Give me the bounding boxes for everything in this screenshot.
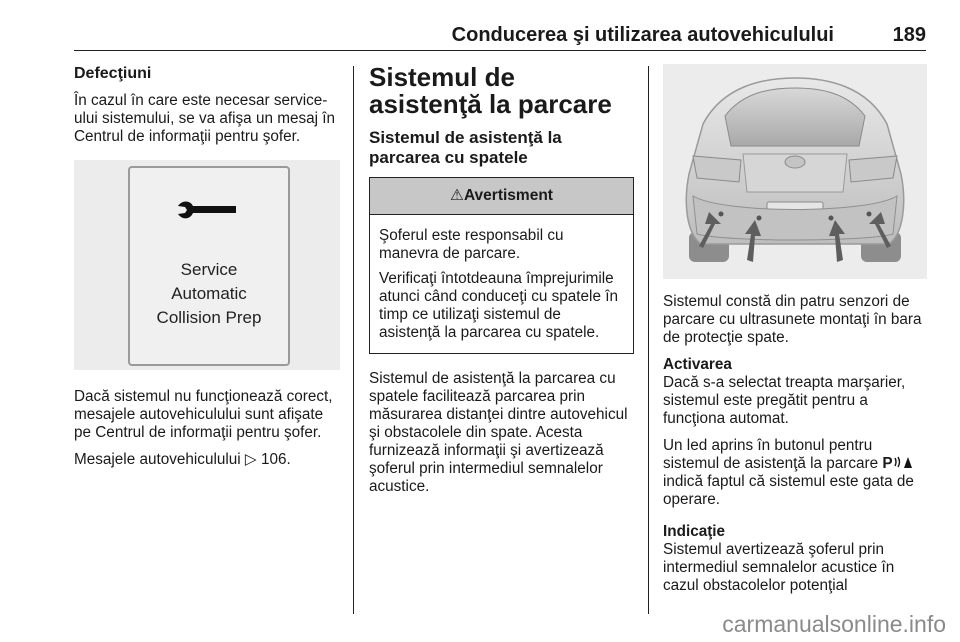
- column-divider-2: [648, 66, 649, 614]
- wrench-icon: [176, 196, 240, 230]
- warning-title: Avertisment: [463, 187, 553, 204]
- message-line-3: Collision Prep: [156, 308, 262, 327]
- section-heading-parking-assist: Sistemul de asistenţă la parcare: [369, 62, 612, 119]
- page-reference-arrow-icon: ▷: [244, 451, 257, 468]
- warning-body: [370, 215, 633, 353]
- malfunction-paragraph: Dacă sistemul nu funcţionează corect, mesajele autovehiculului sunt afişate pe Centrul de informaţii pentru şofer.: [74, 388, 333, 441]
- warning-paragraph-2: Verificaţi întotdeauna împrejurimile atunci când conduceţi cu spatele în timp ce utilizaţi sistemul de asistenţă la parcarea cu spatele.: [379, 270, 618, 341]
- reference-text: Mesajele autovehiculului: [74, 451, 241, 468]
- activation-paragraph: Dacă s-a selectat treapta marşarier, sistemul este pregătit pentru a funcţiona automat.: [663, 374, 906, 427]
- led-paragraph: [663, 437, 927, 509]
- section-heading-defects: Defecţiuni: [74, 65, 152, 82]
- column-3: [663, 64, 927, 604]
- page-number: 189: [892, 24, 926, 46]
- led-text-after: indică faptul că sistemul este gata de operare.: [663, 473, 914, 508]
- column-1: [74, 64, 340, 478]
- parking-assist-description: Sistemul de asistenţă la parcarea cu spatele facilitează parcarea prin măsurarea distanţei dintre autovehicul şi obstacolele din spate. Acesta furnizează informaţii şi avertizează şoferul prin intermediul semnalelor acustice.: [369, 370, 628, 495]
- column-2: [369, 64, 634, 505]
- activation-heading: Activarea: [663, 356, 732, 373]
- vehicle-messages-reference: [74, 451, 340, 469]
- indication-paragraph: Sistemul avertizează şoferul prin intermediul semnalelor acustice în cazul obstacolelor potenţial: [663, 541, 895, 594]
- sensor-description: Sistemul constă din patru senzori de parcare cu ultrasunete montaţi în bara de protecţie spate.: [663, 293, 922, 346]
- parking-assist-button-icon: [882, 455, 912, 472]
- subsection-heading-rear-parking: Sistemul de asistenţă la parcarea cu spatele: [369, 128, 562, 167]
- page-reference-link[interactable]: 106.: [260, 451, 291, 468]
- defects-paragraph: În cazul în care este necesar service-ului sistemului, se va afişa un mesaj în Centrul de informaţii pentru şofer.: [74, 92, 336, 145]
- parking-assist-letter: P: [882, 455, 893, 472]
- message-line-2: Automatic: [171, 284, 247, 303]
- service-message-figure: [74, 160, 340, 370]
- message-line-1: Service: [180, 260, 238, 279]
- car-sensor-glyph: [893, 455, 913, 469]
- column-divider-1: [353, 66, 354, 614]
- warning-box: [369, 177, 634, 354]
- watermark: carmanualsonline.info: [722, 611, 946, 637]
- page-header: [74, 20, 926, 51]
- led-text-before: Un led aprins în butonul pentru sistemul de asistenţă la parcare: [663, 437, 879, 472]
- car-rear-illustration: [663, 64, 927, 279]
- warning-paragraph-1: Şoferul este responsabil cu manevra de parcare.: [379, 227, 564, 262]
- car-rear-sensors-figure: [663, 64, 927, 279]
- header-title: Conducerea şi utilizarea autovehiculului: [451, 24, 834, 46]
- indication-heading: Indicaţie: [663, 523, 726, 540]
- warning-header: [370, 178, 633, 215]
- service-message-text: [130, 258, 288, 330]
- warning-triangle-icon: ⚠: [450, 187, 464, 204]
- driver-info-display: [128, 166, 290, 366]
